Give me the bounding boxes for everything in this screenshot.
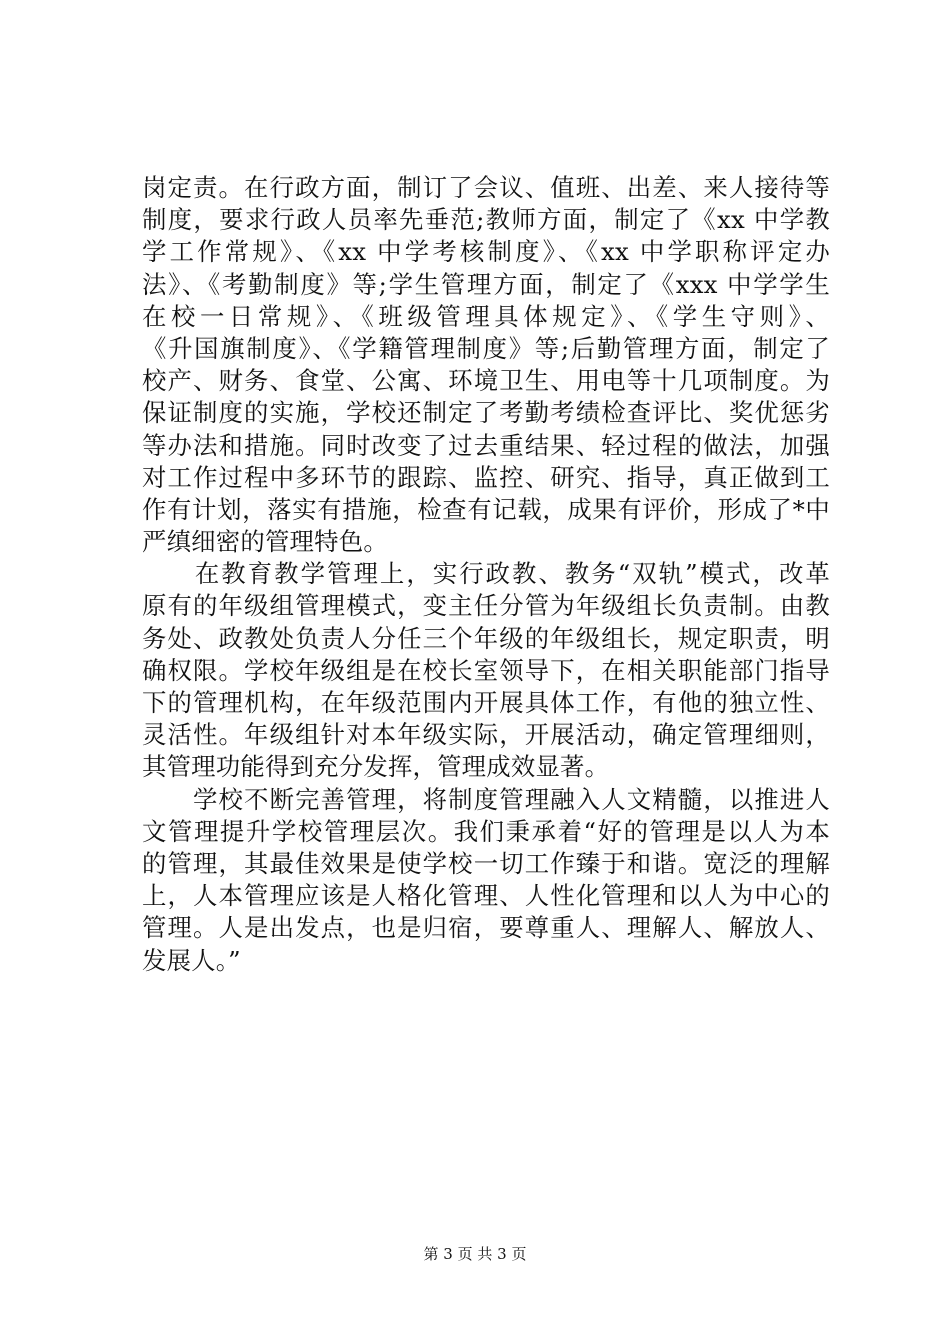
text-line: 对工作过程中多环节的跟踪、监控、研究、指导，真正做到工 — [142, 462, 830, 492]
document-body — [142, 172, 830, 977]
text-line: 校产、财务、食堂、公寓、环境卫生、用电等十几项制度。为 — [142, 366, 830, 396]
text-line: 等办法和措施。同时改变了过去重结果、轻过程的做法，加强 — [142, 430, 830, 460]
text-line: 在校一日常规》、《班级管理具体规定》、《学生守则》、 — [142, 301, 830, 331]
text-line: 严缜细密的管理特色。 — [142, 527, 388, 557]
text-line: 岗定责。在行政方面，制订了会议、值班、出差、来人接待等 — [142, 173, 830, 202]
text-line: 务处、政教处负责人分任三个年级的年级组长，规定职责，明 — [142, 623, 830, 653]
text-line: 发展人。” — [142, 945, 241, 975]
text-line: 作有计划，落实有措施，检查有记载，成果有评价，形成了*中 — [142, 494, 830, 524]
text-line: 法》、《考勤制度》等;学生管理方面，制定了《xxx 中学学生 — [142, 269, 830, 299]
text-line: 管理。人是出发点，也是归宿，要尊重人、理解人、解放人、 — [142, 913, 830, 943]
text-line: 确权限。学校年级组是在校长室领导下，在相关职能部门指导 — [142, 655, 830, 685]
text-line: 文管理提升学校管理层次。我们秉承着“好的管理是以人为本 — [142, 816, 830, 846]
text-line: 原有的年级组管理模式，变主任分管为年级组长负责制。由教 — [142, 591, 830, 621]
text-line: 《升国旗制度》、《学籍管理制度》等;后勤管理方面，制定了 — [142, 333, 830, 363]
text-line: 学校不断完善管理，将制度管理融入人文精髓，以推进人 — [142, 784, 830, 814]
text-line: 学工作常规》、《xx 中学考核制度》、《xx 中学职称评定办 — [142, 237, 830, 267]
text-line: 在教育教学管理上，实行政教、教务“双轨”模式，改革 — [142, 559, 830, 589]
text-line: 上，人本管理应该是人格化管理、人性化管理和以人为中心的 — [142, 881, 830, 911]
text-line: 灵活性。年级组针对本年级实际，开展活动，确定管理细则， — [142, 720, 830, 750]
text-line: 的管理，其最佳效果是使学校一切工作臻于和谐。宽泛的理解 — [142, 848, 830, 878]
text-line: 其管理功能得到充分发挥，管理成效显著。 — [142, 752, 610, 782]
text-line: 下的管理机构，在年级范围内开展具体工作，有他的独立性、 — [142, 688, 830, 717]
text-line: 保证制度的实施，学校还制定了考勤考绩检查评比、奖优惩劣 — [142, 398, 830, 428]
text-line: 制度，要求行政人员率先垂范;教师方面，制定了《xx 中学教 — [142, 205, 830, 235]
page-footer: 第 3 页 共 3 页 — [423, 1245, 527, 1263]
